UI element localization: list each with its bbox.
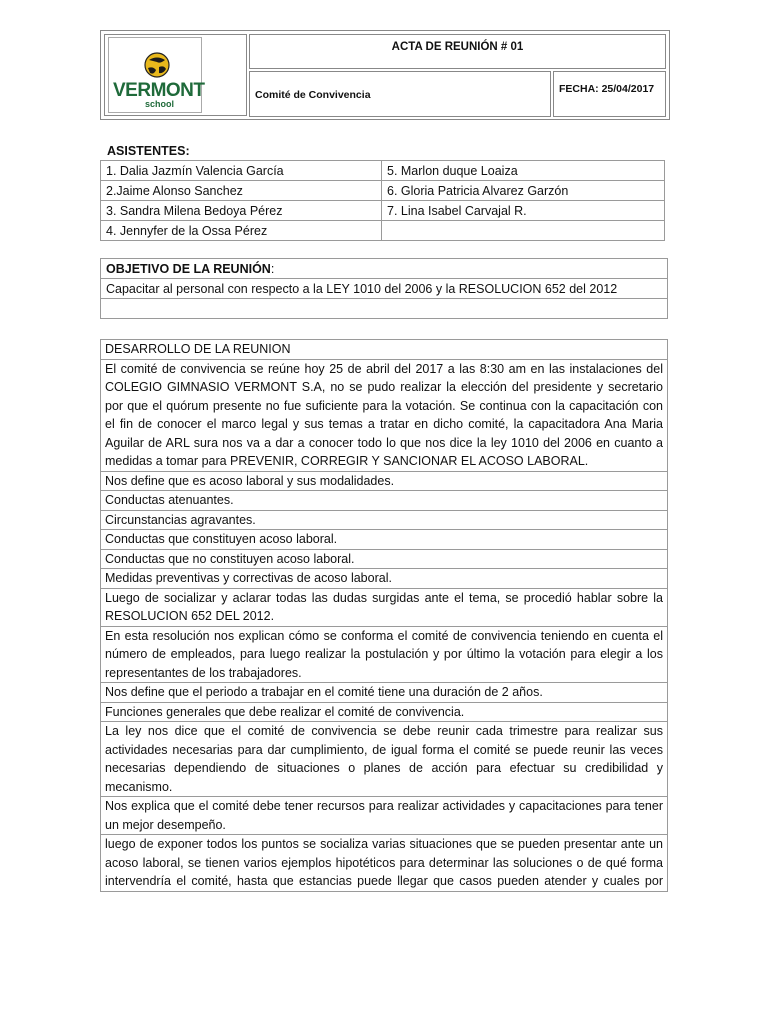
objective-label: OBJETIVO DE LA REUNIÓN [106, 261, 271, 276]
development-paragraph: Luego de socializar y aclarar todas las dudas surgidas ante el tema, se procedió hablar sobre la RESOLUCION 652 DEL 2012. [101, 588, 668, 626]
table-row [101, 722, 668, 797]
table-row [101, 835, 668, 892]
objective-text: Capacitar al personal con respecto a la LEY 1010 del 2006 y la RESOLUCION 652 del 2012 [101, 279, 668, 299]
table-row [101, 530, 668, 550]
attendee-cell: 3. Sandra Milena Bedoya Pérez [101, 201, 382, 221]
logo-subtitle: school [145, 99, 175, 109]
table-row [101, 201, 665, 221]
development-paragraph: El comité de convivencia se reúne hoy 25 de abril del 2017 a las 8:30 am en las instalaciones del COLEGIO GIMNASIO VERMONT S.A, no se pudo realizar la elección del presidente y secretario por que el quórum presente no fue suficiente para la votación. Se continua con la capacitación con el fin de conocer el marco legal y sus temas a tratar en dicho comité, la capacitadora Ana Maria Aguilar de ARL sura nos va a dar a conocer todo lo que nos dice la ley 1010 del 2006 en cuanto a medidas a tomar para PREVENIR, CORREGIR Y SANCIONAR EL ACOSO LABORAL. [101, 359, 668, 471]
table-row [101, 299, 668, 319]
table-row [101, 626, 668, 683]
development-paragraph: Conductas atenuantes. [101, 491, 668, 511]
attendee-cell: 4. Jennyfer de la Ossa Pérez [101, 221, 382, 241]
development-paragraph: Conductas que constituyen acoso laboral. [101, 530, 668, 550]
table-row [101, 510, 668, 530]
table-row [101, 340, 668, 360]
school-logo [108, 37, 205, 113]
table-row [101, 181, 665, 201]
document-header [100, 30, 670, 120]
attendee-cell: 2.Jaime Alonso Sanchez [101, 181, 382, 201]
development-paragraph: Medidas preventivas y correctivas de acoso laboral. [101, 569, 668, 589]
table-row [101, 359, 668, 471]
attendees-table [100, 160, 665, 241]
table-row [101, 797, 668, 835]
objective-heading-cell [101, 259, 668, 279]
table-row [101, 161, 665, 181]
development-table [100, 339, 668, 892]
table-row [101, 491, 668, 511]
development-paragraph: luego de exponer todos los puntos se socializa varias situaciones que se pueden presentar ante un acoso laboral, se tienen varios ejemplos hipotéticos para determinar las soluciones o de qué forma intervendría el comité, hasta que estancias puede llegar que casos pueden atender y cuales por [101, 835, 668, 892]
objective-colon: : [270, 261, 275, 276]
document-title: ACTA DE REUNIÓN # 01 [249, 34, 666, 69]
development-paragraph: Funciones generales que debe realizar el comité de convivencia. [101, 702, 668, 722]
attendee-cell [382, 221, 665, 241]
development-paragraph: Circunstancias agravantes. [101, 510, 668, 530]
table-row [101, 569, 668, 589]
attendees-label: ASISTENTES: [107, 144, 190, 158]
logo-wordmark: VERMONT [113, 80, 205, 101]
development-heading: DESARROLLO DE LA REUNION [101, 340, 668, 360]
development-paragraph: Nos define que es acoso laboral y sus modalidades. [101, 471, 668, 491]
table-row [101, 259, 668, 279]
table-row [101, 549, 668, 569]
table-row [101, 221, 665, 241]
logo-cell [104, 34, 247, 116]
table-row [101, 279, 668, 299]
table-row [101, 588, 668, 626]
development-paragraph: La ley nos dice que el comité de convivencia se debe reunir cada trimestre para realizar sus actividades necesarias para dar cumplimiento, de igual forma el comité se puede reunir las veces necesarias dependiendo de situaciones o planes de acción para efectuar su credibilidad y mecanismo. [101, 722, 668, 797]
globe-ball-icon [144, 52, 170, 78]
objective-table [100, 258, 668, 319]
attendee-cell: 5. Marlon duque Loaiza [382, 161, 665, 181]
development-paragraph: Nos explica que el comité debe tener recursos para realizar actividades y capacitaciones para tener un mejor desempeño. [101, 797, 668, 835]
development-paragraph: En esta resolución nos explican cómo se conforma el comité de convivencia teniendo en cuenta el número de empleados, para luego realizar la postulación y por último la votación para elegir a los representantes de los trabajadores. [101, 626, 668, 683]
attendee-cell: 1. Dalia Jazmín Valencia García [101, 161, 382, 181]
meeting-date: FECHA: 25/04/2017 [553, 71, 666, 117]
development-paragraph: Nos define que el periodo a trabajar en el comité tiene una duración de 2 años. [101, 683, 668, 703]
attendee-cell: 6. Gloria Patricia Alvarez Garzón [382, 181, 665, 201]
table-row [101, 683, 668, 703]
attendee-cell: 7. Lina Isabel Carvajal R. [382, 201, 665, 221]
objective-empty-row [101, 299, 668, 319]
table-row [101, 702, 668, 722]
committee-name: Comité de Convivencia [249, 71, 551, 117]
table-row [101, 471, 668, 491]
development-paragraph: Conductas que no constituyen acoso laboral. [101, 549, 668, 569]
